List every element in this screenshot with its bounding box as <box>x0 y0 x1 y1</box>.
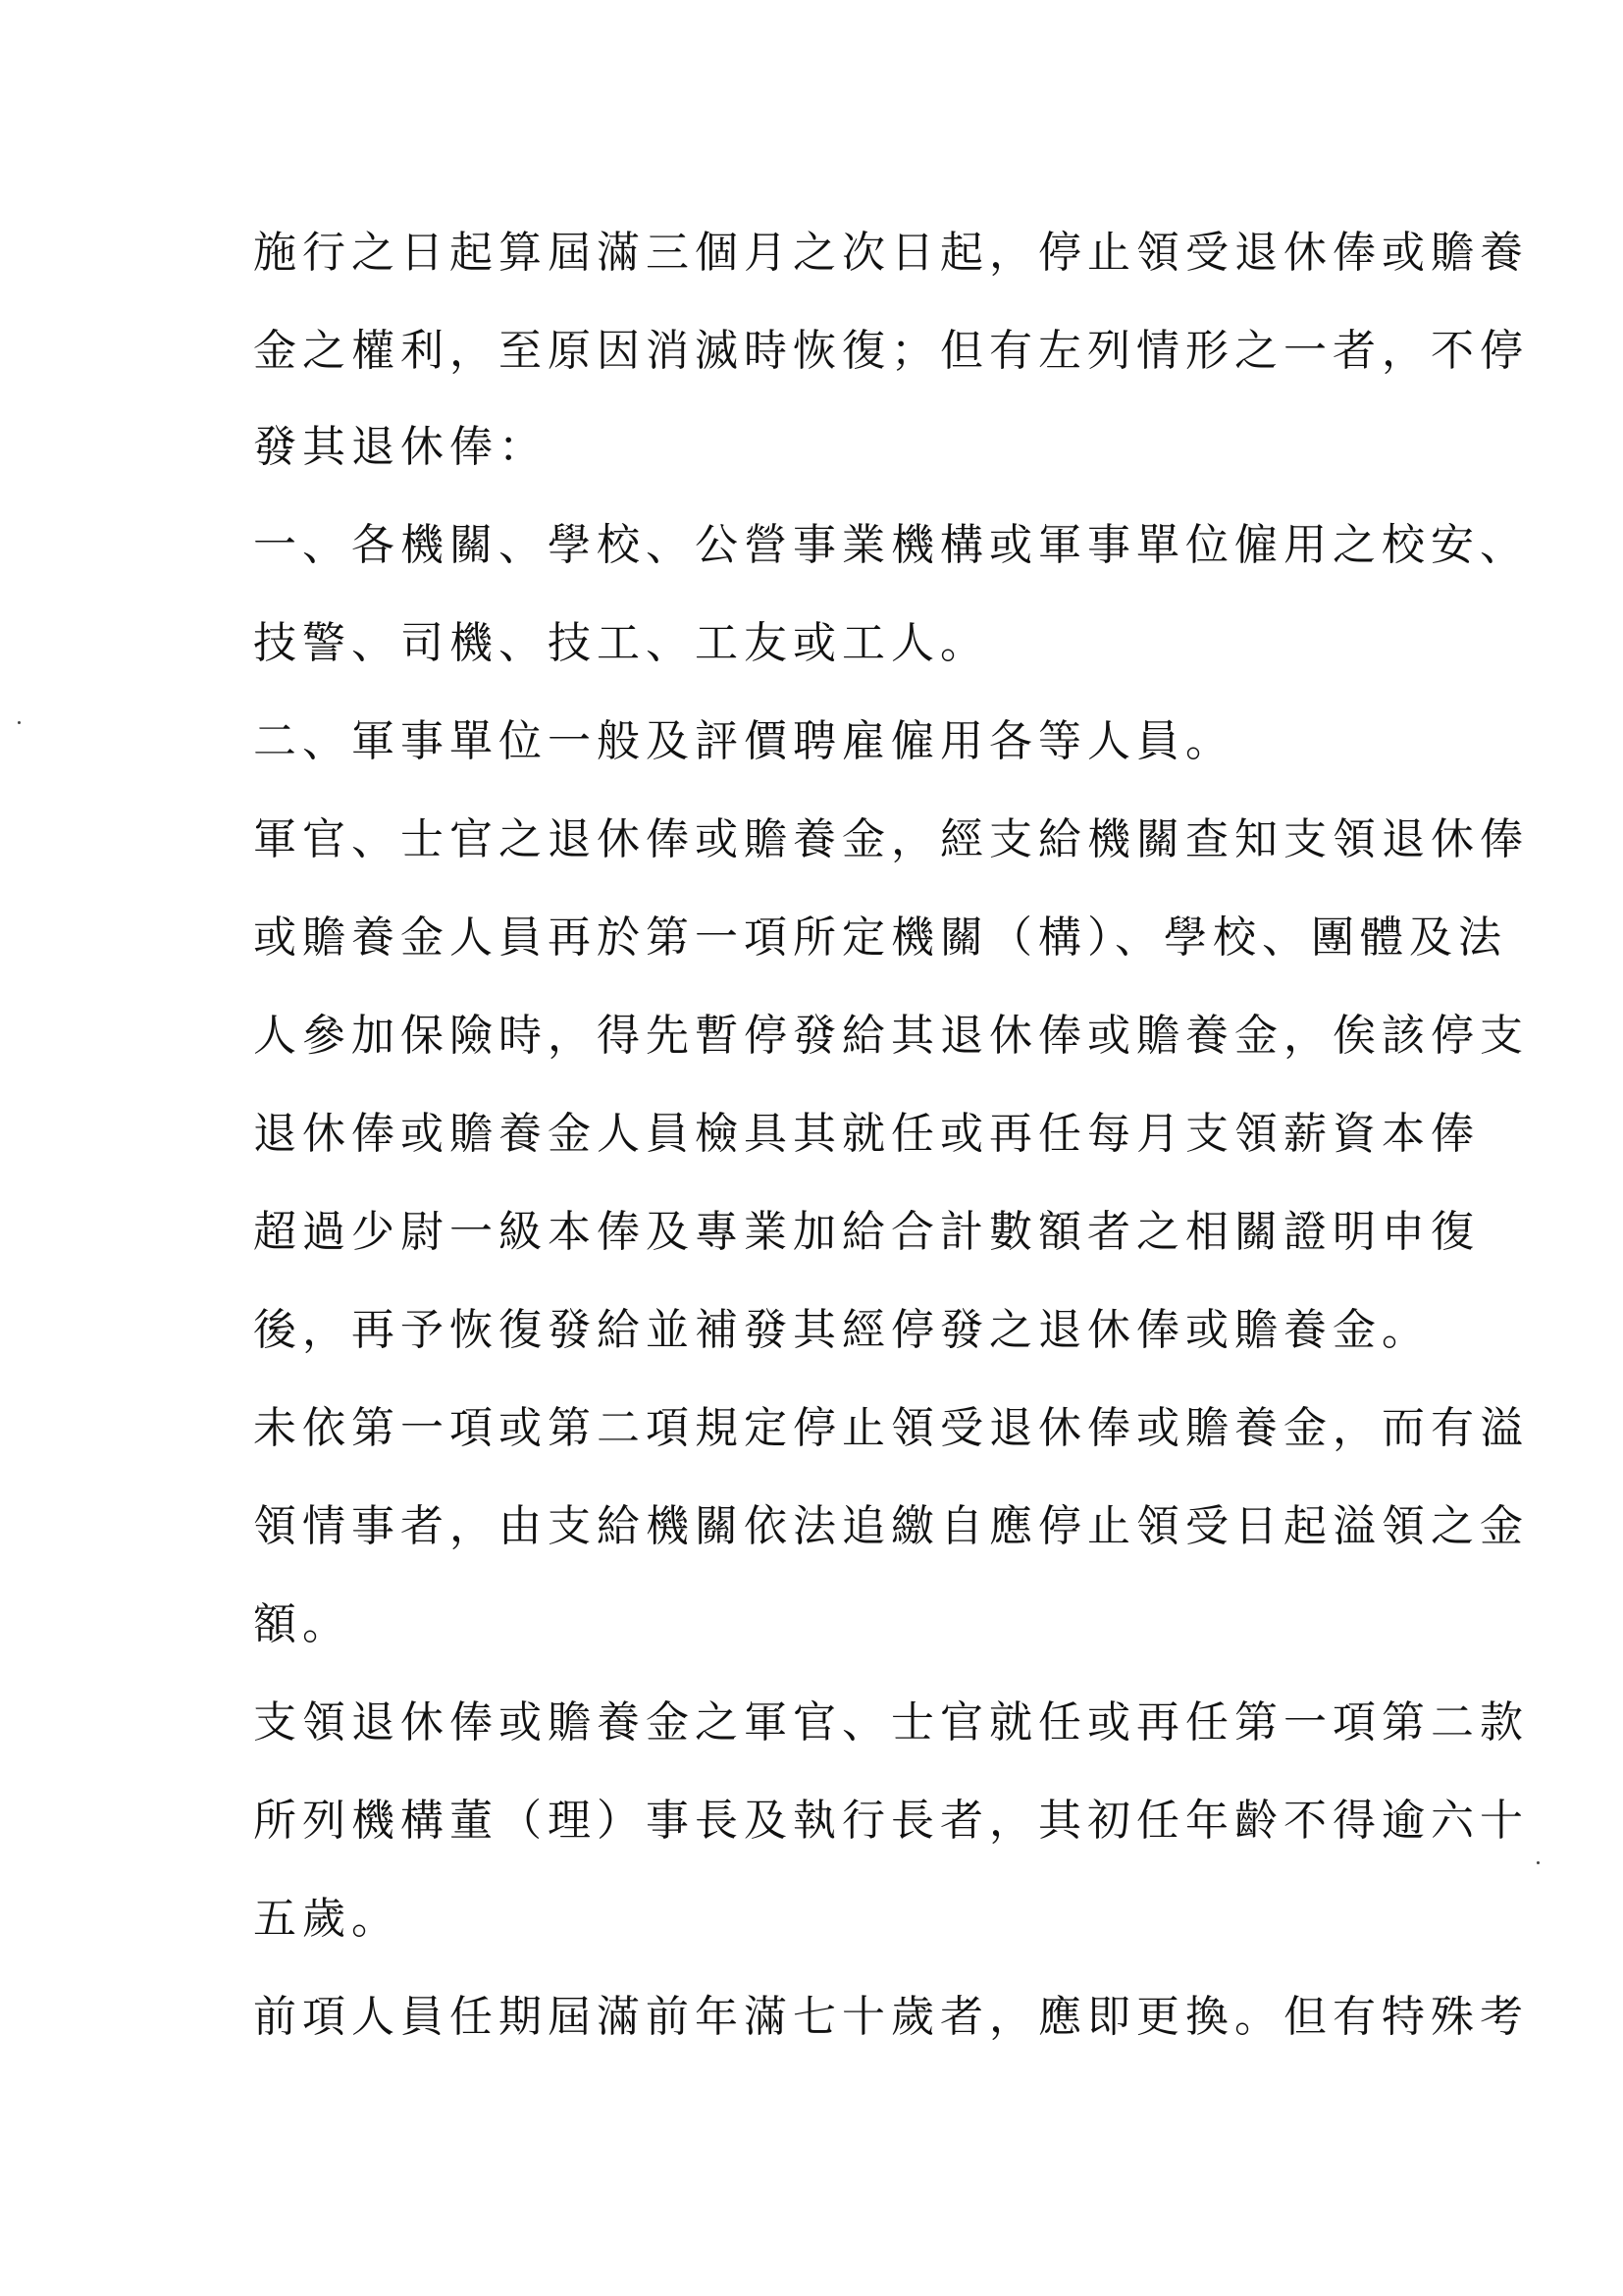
text-line-2: 金之權利，至原因消滅時恢復；但有左列情形之一者，不停 <box>253 326 1529 376</box>
text-line-16: 支領退休俸或贍養金之軍官、士官就任或再任第一項第二款 <box>253 1697 1529 1748</box>
scan-speck <box>18 721 21 724</box>
text-line-14: 領情事者，由支給機關依法追繳自應停止領受日起溢領之金 <box>253 1501 1529 1551</box>
text-line-5: 技警、司機、技工、工友或工人。 <box>253 618 989 668</box>
text-line-18: 五歲。 <box>253 1894 400 1944</box>
text-line-12: 後，再予恢復發給並補發其經停發之退休俸或贍養金。 <box>253 1305 1431 1355</box>
text-line-1: 施行之日起算屆滿三個月之次日起，停止領受退休俸或贍養 <box>253 228 1529 278</box>
text-line-9: 人參加保險時，得先暫停發給其退休俸或贍養金，俟該停支 <box>253 1011 1529 1061</box>
text-line-7: 軍官、士官之退休俸或贍養金，經支給機關查知支領退休俸 <box>253 814 1529 864</box>
text-line-8: 或贍養金人員再於第一項所定機關（構）、學校、團體及法 <box>253 913 1507 963</box>
text-line-3: 發其退休俸： <box>253 422 548 472</box>
text-line-6: 二、軍事單位一般及評價聘雇僱用各等人員。 <box>253 716 1234 766</box>
text-line-15: 額。 <box>253 1599 351 1649</box>
text-line-11: 超過少尉一級本俸及專業加給合計數額者之相關證明申復 <box>253 1207 1480 1257</box>
text-line-4: 一、各機關、學校、公營事業機構或軍事單位僱用之校安、 <box>253 520 1529 570</box>
scan-speck <box>1537 1861 1540 1864</box>
text-line-19: 前項人員任期屆滿前年滿七十歲者，應即更換。但有特殊考 <box>253 1992 1529 2042</box>
text-line-17: 所列機構董（理）事長及執行長者，其初任年齡不得逾六十 <box>253 1796 1529 1846</box>
text-line-13: 未依第一項或第二項規定停止領受退休俸或贍養金，而有溢 <box>253 1403 1529 1453</box>
text-line-10: 退休俸或贍養金人員檢具其就任或再任每月支領薪資本俸 <box>253 1109 1480 1159</box>
